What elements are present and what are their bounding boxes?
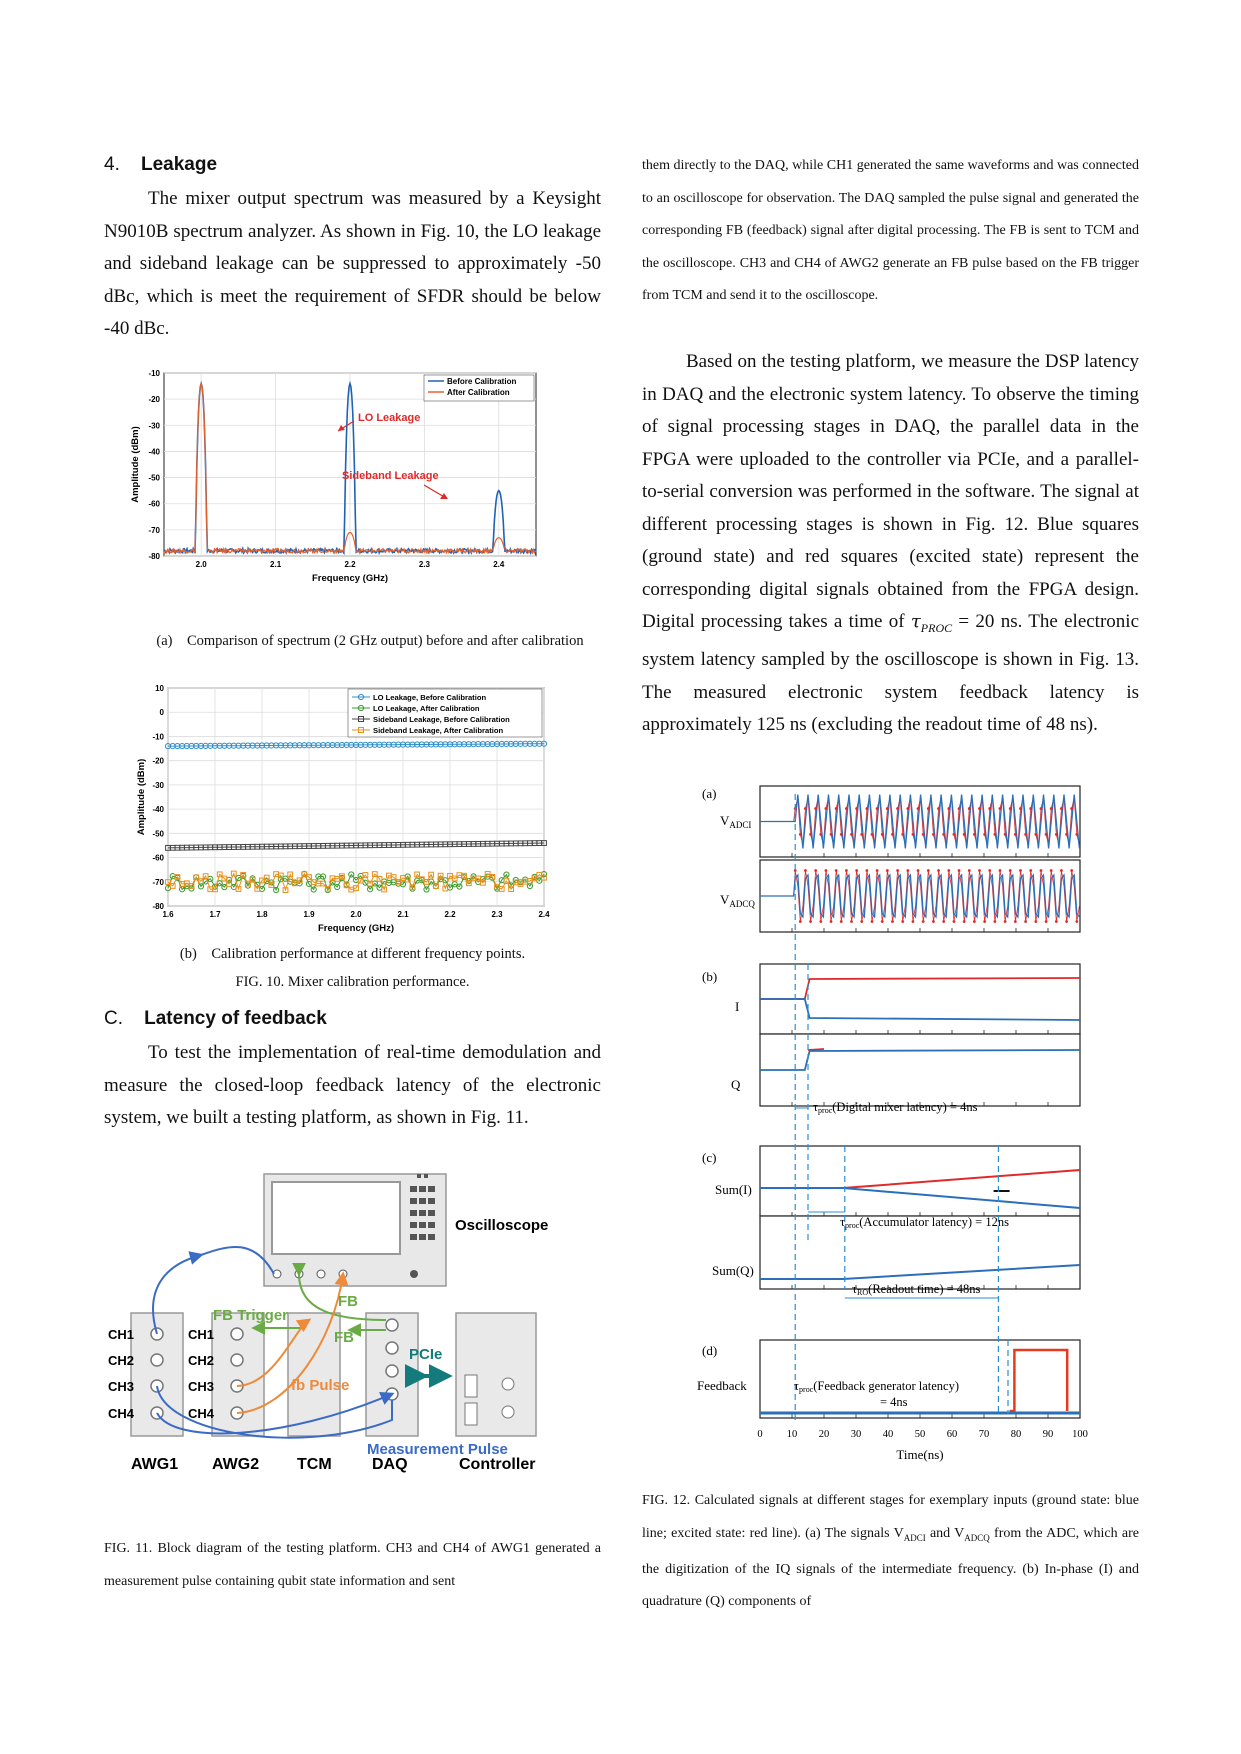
x-tick-label: 2.0 — [195, 560, 207, 569]
excited-sample-point — [947, 869, 950, 872]
excited-sample-point — [1050, 807, 1053, 810]
y-tick-label: 10 — [155, 684, 164, 693]
legend-entry: Before Calibration — [447, 377, 517, 386]
excited-sample-point — [1014, 833, 1017, 836]
awg2-ch2-label: CH2 — [188, 1353, 215, 1368]
latency-paragraph: To test the implementation of real-time demodulation and measure the closed-loop feedback latency of the electronic system, we built a testing platform, as shown in Fig. 11. — [104, 1042, 601, 1128]
excited-sample-point — [958, 807, 961, 810]
tau-subscript: PROC — [920, 620, 953, 635]
x-tick-label: 1.9 — [303, 910, 315, 919]
x-tick-label: 100 — [1072, 1429, 1088, 1440]
leakage-paragraph: The mixer output spectrum was measured by a Keysight N9010B spectrum analyzer. As shown in Fig. 10, the LO leakage and sideband leakage can be suppressed to approximately -50 dBc, which is meet the requirement of SFDR should be below -40 dBc. — [104, 188, 601, 339]
legend-entry: After Calibration — [447, 388, 510, 397]
x-tick-label: 2.2 — [444, 910, 456, 919]
awg1-ch2-label: CH2 — [108, 1353, 135, 1368]
excited-sample-point — [1034, 833, 1037, 836]
excited-sample-point — [809, 920, 812, 923]
excited-sample-point — [999, 807, 1002, 810]
x-tick-label: 10 — [786, 1429, 798, 1440]
fig10a-caption-text: Comparison of spectrum (2 GHz output) before and after calibration — [186, 633, 584, 649]
excited-sample-point — [1009, 807, 1012, 810]
pcie-label: PCIe — [409, 1346, 443, 1363]
excited-sample-point — [1045, 833, 1048, 836]
lo-leakage-annotation: LO Leakage — [358, 412, 421, 424]
fb-label-top: FB — [338, 1293, 358, 1310]
excited-sample-point — [912, 920, 915, 923]
excited-sample-point — [1065, 920, 1068, 923]
excited-sample-point — [999, 869, 1002, 872]
y-tick-label: -50 — [148, 473, 160, 483]
excited-sample-point — [809, 833, 812, 836]
excited-sample-point — [886, 869, 889, 872]
excited-sample-point — [1060, 807, 1063, 810]
excited-sample-point — [1055, 920, 1058, 923]
awg1-ch3-label: CH3 — [108, 1379, 135, 1394]
excited-sample-point — [799, 833, 802, 836]
excited-sample-point — [814, 869, 817, 872]
x-tick-label: 2.3 — [418, 560, 430, 569]
excited-sample-point — [1055, 833, 1058, 836]
q-label: Q — [731, 1077, 741, 1092]
x-tick-label: 2.1 — [397, 910, 409, 919]
y-tick-label: -10 — [148, 369, 160, 378]
sumq-label: Sum(Q) — [712, 1263, 754, 1278]
excited-sample-point — [922, 833, 925, 836]
legend — [348, 689, 542, 737]
awg1-ch1-label: CH1 — [108, 1327, 135, 1342]
fb-pulse-label: fb Pulse — [291, 1377, 350, 1394]
y-tick-label: 0 — [159, 708, 164, 718]
latency-measurement-paragraph — [642, 346, 1139, 742]
excited-sample-point — [830, 833, 833, 836]
vadcq-label: $V_{ADCQ}$ — [720, 892, 755, 909]
time-axis-label: Time(ns) — [896, 1447, 944, 1462]
excited-sample-point — [1009, 869, 1012, 872]
awg1-label: AWG1 — [131, 1456, 179, 1473]
fig10b-caption-label: (b) — [179, 946, 197, 962]
excited-sample-point — [906, 807, 909, 810]
x-tick-label: 80 — [1010, 1429, 1022, 1440]
excited-sample-point — [993, 833, 996, 836]
y-tick-label: -30 — [148, 421, 160, 431]
excited-sample-point — [876, 869, 879, 872]
panel-c-label: (c) — [702, 1150, 717, 1165]
x-tick-label: 1.6 — [162, 910, 174, 919]
x-tick-label: 0 — [757, 1429, 763, 1440]
excited-sample-point — [953, 833, 956, 836]
oscilloscope-label: Oscilloscope — [455, 1217, 549, 1234]
excited-sample-point — [881, 833, 884, 836]
excited-sample-point — [917, 869, 920, 872]
fig10b-caption-text: Calibration performance at different frequency points. — [211, 946, 526, 962]
excited-sample-point — [958, 869, 961, 872]
excited-sample-point — [835, 869, 838, 872]
excited-sample-point — [825, 869, 828, 872]
excited-sample-point — [896, 869, 899, 872]
excited-sample-point — [942, 833, 945, 836]
fig11-block-diagram — [104, 1170, 604, 1505]
excited-sample-point — [1019, 807, 1022, 810]
y-tick-label: -80 — [152, 902, 164, 911]
fig11-caption: FIG. 11. Block diagram of the testing platform. CH3 and CH4 of AWG1 generated a measurement pulse containing qubit state information and sent — [104, 1541, 601, 1589]
section-title: Leakage — [140, 154, 218, 175]
legend — [424, 375, 534, 401]
excited-sample-point — [942, 920, 945, 923]
excited-sample-point — [840, 920, 843, 923]
x-tick-label: 30 — [850, 1429, 862, 1440]
fig10a-caption-label: (a) — [156, 633, 173, 649]
excited-sample-point — [799, 920, 802, 923]
para3-text-a: Based on the testing platform, we measure the DSP latency in DAQ and the electronic system latency. To observe the timing of signal processing stages in DAQ, the parallel data in the FPGA were uploaded to the controller via PCIe, and a parallel-to-serial conversion was performed in the software. The signal at different processing stages is shown in Fig. 12. Blue squares (ground state) and red squares (excited state) represent the corresponding digital signals obtained from the FPGA design. Digital processing takes a time of — [642, 351, 1139, 632]
x-tick-label: 2.2 — [344, 560, 356, 569]
excited-sample-point — [871, 833, 874, 836]
excited-sample-point — [1029, 807, 1032, 810]
x-tick-label: 20 — [818, 1429, 830, 1440]
excited-sample-point — [963, 920, 966, 923]
oscilloscope-device — [264, 1174, 446, 1286]
excited-sample-point — [881, 920, 884, 923]
tcm-box — [288, 1313, 340, 1436]
feedback-latency-value: = 4ns — [880, 1395, 908, 1409]
fb-trigger-label: FB Trigger — [213, 1307, 289, 1324]
x-tick-label: 2.0 — [350, 910, 362, 919]
excited-sample-point — [865, 869, 868, 872]
x-tick-label: 2.1 — [270, 560, 282, 569]
excited-sample-point — [1045, 920, 1048, 923]
tau-symbol: τ — [910, 611, 921, 632]
excited-sample-point — [845, 807, 848, 810]
y-tick-label: -20 — [148, 395, 160, 405]
excited-sample-point — [886, 807, 889, 810]
section-title: Latency of feedback — [144, 1008, 327, 1029]
excited-sample-point — [876, 807, 879, 810]
excited-sample-point — [927, 807, 930, 810]
excited-sample-point — [973, 833, 976, 836]
x-tick-label: 90 — [1042, 1429, 1054, 1440]
x-tick-label: 40 — [882, 1429, 894, 1440]
excited-sample-point — [1004, 833, 1007, 836]
awg2-ch1-label: CH1 — [188, 1327, 215, 1342]
y-tick-label: -30 — [152, 780, 164, 790]
excited-sample-point — [937, 807, 940, 810]
vadci-label: $V_{ADCI}$ — [720, 813, 752, 830]
legend-entry: Sideband Leakage, Before Calibration — [373, 715, 510, 724]
excited-sample-point — [1070, 807, 1073, 810]
excited-sample-point — [1014, 920, 1017, 923]
excited-sample-point — [947, 807, 950, 810]
excited-sample-point — [937, 869, 940, 872]
excited-sample-point — [993, 920, 996, 923]
panel-b-label: (b) — [702, 969, 718, 984]
legend-entry: LO Leakage, Before Calibration — [373, 693, 487, 702]
x-tick-label: 1.7 — [209, 910, 221, 919]
excited-sample-point — [932, 920, 935, 923]
awg2-ch3-label: CH3 — [188, 1379, 215, 1394]
excited-sample-point — [953, 920, 956, 923]
panel-a-label: (a) — [702, 786, 717, 801]
y-tick-label: -70 — [148, 525, 160, 535]
fb-label: FB — [334, 1329, 354, 1346]
legend-entry: Sideband Leakage, After Calibration — [373, 726, 504, 735]
excited-sample-point — [891, 833, 894, 836]
excited-sample-point — [804, 807, 807, 810]
excited-sample-point — [819, 833, 822, 836]
excited-sample-point — [830, 920, 833, 923]
excited-sample-point — [912, 833, 915, 836]
excited-sample-point — [983, 833, 986, 836]
excited-sample-point — [973, 920, 976, 923]
fig10b-caption — [104, 946, 601, 963]
sideband-leakage-annotation: Sideband Leakage — [342, 470, 439, 482]
excited-sample-point — [901, 920, 904, 923]
sumi-label: Sum(I) — [715, 1182, 752, 1197]
excited-sample-point — [814, 807, 817, 810]
excited-sample-point — [963, 833, 966, 836]
excited-sample-point — [1065, 833, 1068, 836]
excited-sample-point — [850, 920, 853, 923]
x-tick-label: 70 — [978, 1429, 990, 1440]
excited-sample-point — [983, 920, 986, 923]
excited-sample-point — [855, 869, 858, 872]
y-tick-label: -10 — [152, 732, 164, 742]
y-tick-label: -40 — [148, 447, 160, 457]
feedback-label: Feedback — [697, 1378, 747, 1393]
excited-sample-point — [978, 807, 981, 810]
excited-sample-point — [968, 807, 971, 810]
excited-sample-point — [1024, 833, 1027, 836]
excited-sample-point — [988, 869, 991, 872]
excited-sample-point — [1075, 833, 1078, 836]
excited-sample-point — [988, 807, 991, 810]
excited-sample-point — [865, 807, 868, 810]
excited-sample-point — [1029, 869, 1032, 872]
x-axis-label: Frequency (GHz) — [317, 923, 395, 934]
y-axis-label: Amplitude (dBm) — [136, 758, 147, 836]
i-label: I — [735, 999, 740, 1014]
y-tick-label: -40 — [152, 805, 164, 815]
excited-sample-point — [1040, 869, 1043, 872]
measurement-pulse-label: Measurement Pulse — [367, 1441, 508, 1458]
excited-sample-point — [1075, 920, 1078, 923]
excited-sample-point — [819, 920, 822, 923]
excited-sample-point — [896, 807, 899, 810]
excited-sample-point — [901, 833, 904, 836]
excited-sample-point — [932, 833, 935, 836]
y-tick-label: -60 — [148, 499, 160, 509]
excited-sample-point — [922, 920, 925, 923]
excited-sample-point — [1004, 920, 1007, 923]
y-tick-label: -50 — [152, 829, 164, 839]
excited-sample-point — [917, 807, 920, 810]
daq-label: DAQ — [372, 1456, 408, 1473]
section-heading-latency — [104, 1008, 327, 1030]
excited-state-q-line — [808, 1049, 824, 1050]
excited-sample-point — [1060, 869, 1063, 872]
excited-sample-point — [850, 833, 853, 836]
fig12-caption: FIG. 12. Calculated signals at different stages for exemplary inputs (ground state: blue line; excited state: red line). (a) The signals $V_{ADCI}$ and $V_{ADCQ}$ from the ADC, which are the digitization of the IQ signals of the intermediate frequency. (b) In-phase (I) and quadrature (Q) components of — [642, 1493, 1139, 1610]
fig12-signal-stages-chart — [680, 774, 1090, 1466]
excited-sample-point — [1070, 869, 1073, 872]
excited-sample-point — [891, 920, 894, 923]
y-tick-label: -70 — [152, 877, 164, 887]
fig10b-calibration-chart — [132, 678, 562, 940]
excited-sample-point — [871, 920, 874, 923]
excited-sample-point — [845, 869, 848, 872]
excited-sample-point — [840, 833, 843, 836]
x-tick-label: 2.3 — [491, 910, 503, 919]
excited-sample-point — [968, 869, 971, 872]
excited-sample-point — [835, 807, 838, 810]
excited-sample-point — [804, 869, 807, 872]
section-number: C. — [104, 1008, 123, 1029]
excited-sample-point — [860, 920, 863, 923]
fig10-caption: FIG. 10. Mixer calibration performance. — [235, 974, 470, 990]
mixer-latency-annotation: τproc(Digital mixer latency) = 4ns — [813, 1100, 978, 1115]
section-heading-leakage — [104, 154, 217, 176]
x-tick-label: 2.4 — [493, 560, 505, 569]
excited-sample-point — [1034, 920, 1037, 923]
tcm-label: TCM — [297, 1456, 332, 1473]
controller-label: Controller — [459, 1456, 536, 1473]
accumulator-latency-annotation: τproc(Accumulator latency) = 12ns — [840, 1215, 1009, 1230]
fig10a-caption — [130, 628, 610, 654]
platform-paragraph-continued: them directly to the DAQ, while CH1 generated the same waveforms and was connected to an oscilloscope for observation. The DAQ sampled the pulse signal and generated the corresponding FB (feedback) signal after digital processing. The FB is sent to TCM and the oscilloscope. CH3 and CH4 of AWG2 generate an FB pulse based on the FB trigger from TCM and send it to the oscilloscope. — [642, 158, 1139, 303]
awg2-ch4-label: CH4 — [188, 1406, 215, 1421]
x-tick-label: 2.4 — [538, 910, 550, 919]
excited-sample-point — [825, 807, 828, 810]
feedback-latency-annotation: τproc(Feedback generator latency) — [794, 1379, 960, 1394]
excited-sample-point — [1024, 920, 1027, 923]
x-tick-label: 50 — [914, 1429, 926, 1440]
x-tick-label: 1.8 — [256, 910, 268, 919]
x-tick-label: 60 — [946, 1429, 958, 1440]
excited-sample-point — [1019, 869, 1022, 872]
y-tick-label: -60 — [152, 853, 164, 863]
y-axis-label: Amplitude (dBm) — [130, 426, 141, 503]
panel-d-label: (d) — [702, 1343, 718, 1358]
y-tick-label: -20 — [152, 756, 164, 766]
legend-entry: LO Leakage, After Calibration — [373, 704, 480, 713]
excited-sample-point — [978, 869, 981, 872]
excited-sample-point — [855, 807, 858, 810]
excited-sample-point — [927, 869, 930, 872]
y-tick-label: -80 — [148, 552, 160, 561]
awg2-label: AWG2 — [212, 1456, 260, 1473]
section-number: 4. — [104, 154, 120, 175]
excited-sample-point — [1050, 869, 1053, 872]
para3-text-b: = 20 ns. The electronic system latency sampled by the oscilloscope is shown in Fig. 13. The measured electronic system feedback latency is approximately 125 ns (excluding the readout time of 48 ns). — [642, 611, 1139, 736]
excited-sample-point — [1040, 807, 1043, 810]
readout-time-annotation: τRO(Readout time) = 48ns — [852, 1282, 981, 1297]
excited-sample-point — [906, 869, 909, 872]
excited-sample-point — [860, 833, 863, 836]
x-axis-label: Frequency (GHz) — [311, 573, 389, 584]
awg1-ch4-label: CH4 — [108, 1406, 135, 1421]
fig10a-spectrum-chart — [126, 365, 556, 610]
